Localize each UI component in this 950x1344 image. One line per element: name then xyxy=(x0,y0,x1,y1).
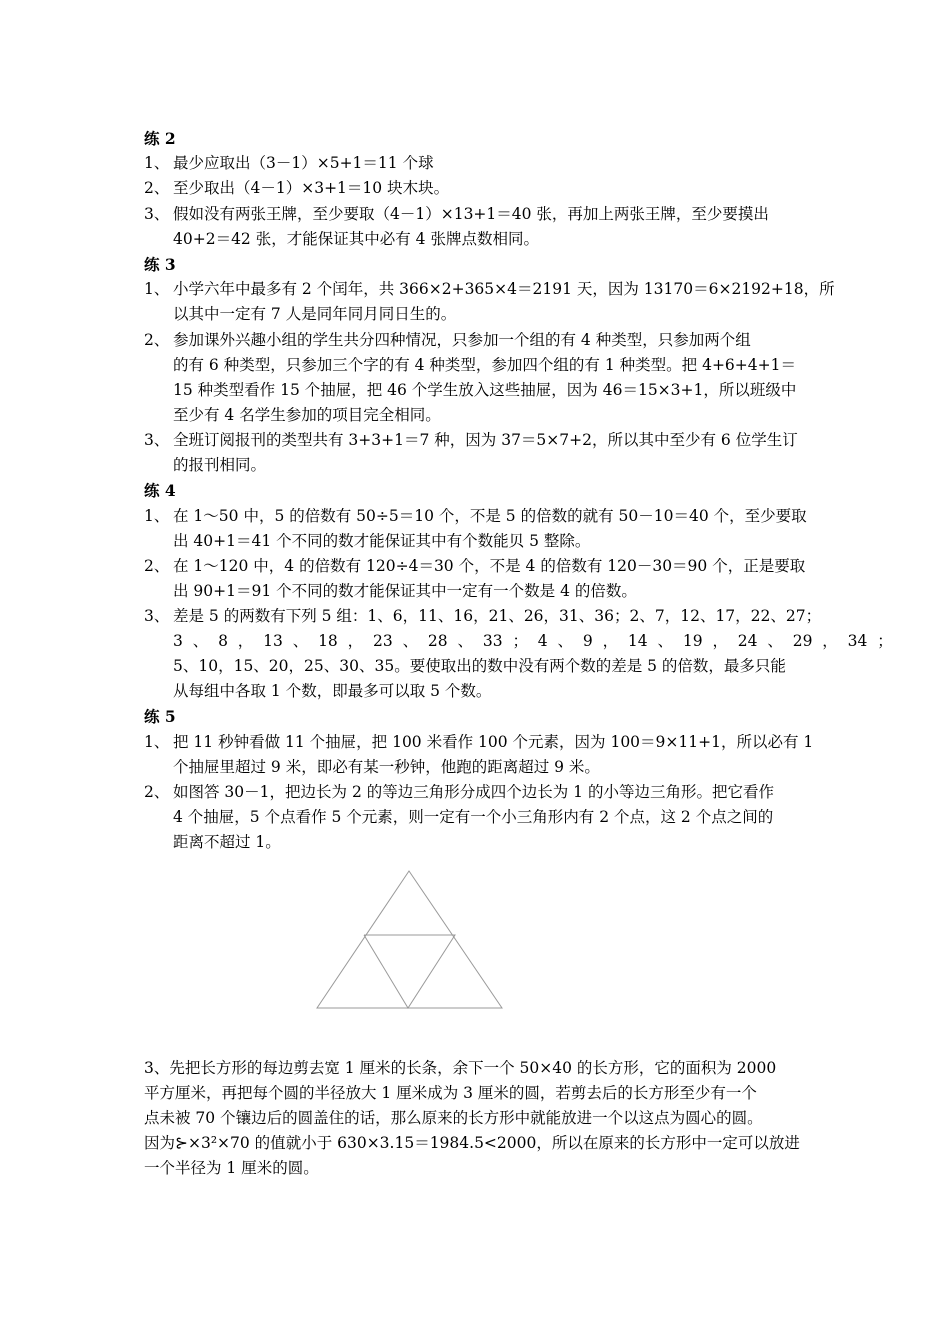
item-text: 在 1～120 中，4 的倍数有 120÷4＝30 个，不是 4 的倍数有 120－30＝90 个，正是要取 xyxy=(173,557,806,575)
paragraph-line: 平方厘米，再把每个圆的半径放大 1 厘米成为 3 厘米的圆，若剪去后的长方形至少有一个 xyxy=(144,1084,757,1102)
item-number: 2、 xyxy=(144,331,170,349)
item-text-continued: 从每组中各取 1 个数，即最多可以取 5 个数。 xyxy=(173,682,492,700)
section-title-4: 练 4 xyxy=(144,481,176,500)
item-number: 2、 xyxy=(144,179,170,197)
inner-triangle xyxy=(364,935,455,1008)
section-title-2: 练 2 xyxy=(144,129,176,148)
item-number: 1、 xyxy=(144,280,170,298)
section-title-3: 练 3 xyxy=(144,255,176,274)
item-text-continued: 个抽屉里超过 9 米，即必有某一秒钟，他跑的距离超过 9 米。 xyxy=(173,758,600,776)
item-text-continued: 出 40+1＝41 个不同的数才能保证其中有个数能贝 5 整除。 xyxy=(173,532,591,550)
paragraph-line: 一个半径为 1 厘米的圆。 xyxy=(144,1159,319,1177)
item-text-continued: 的报刊相同。 xyxy=(173,456,267,474)
section-title-5: 练 5 xyxy=(144,707,176,726)
item-text: 假如没有两张王牌，至少要取（4－1）×13+1＝40 张，再加上两张王牌，至少要摸出 xyxy=(173,205,769,223)
item-text-continued: 距离不超过 1。 xyxy=(173,833,281,851)
item-text-continued: 5、10，15、20，25、30、35。要使取出的数中没有两个数的差是 5 的倍数，最多只能 xyxy=(173,657,786,675)
item-text: 参加课外兴趣小组的学生共分四种情况，只参加一个组的有 4 种类型，只参加两个组 xyxy=(173,331,751,349)
item-number: 2、 xyxy=(144,557,170,575)
item-text-continued: 至少有 4 名学生参加的项目完全相同。 xyxy=(173,406,441,424)
paragraph-line: 点未被 70 个镶边后的圆盖住的话，那么原来的长方形中就能放进一个以这点为圆心的圆。 xyxy=(144,1109,763,1127)
triangle-diagram xyxy=(316,870,504,1010)
item-text-continued: 40+2＝42 张，才能保证其中必有 4 张牌点数相同。 xyxy=(173,230,539,248)
item-number: 1、 xyxy=(144,507,170,525)
outer-triangle xyxy=(317,871,502,1008)
item-text-continued: 15 种类型看作 15 个抽屉，把 46 个学生放入这些抽屉，因为 46＝15×3+1，所以班级中 xyxy=(173,381,797,399)
item-text: 差是 5 的两数有下列 5 组：1、6，11、16，21、26，31、36；2、7，12、17，22、27； xyxy=(173,607,822,625)
item-text: 全班订阅报刊的类型共有 3+3+1＝7 种，因为 37＝5×7+2，所以其中至少有 6 位学生订 xyxy=(173,431,798,449)
item-text: 最少应取出（3－1）×5+1＝11 个球 xyxy=(173,154,434,172)
item-text-continued: 3 、 8 ， 13 、 18 ， 23 、 28 、 33 ； 4 、 9 ， 14 、 19 ， 24 、 29 ， 34 ； xyxy=(173,632,893,650)
item-text-continued: 以其中一定有 7 人是同年同月同日生的。 xyxy=(173,305,457,323)
item-number: 3、 xyxy=(144,205,170,223)
item-text: 如图答 30－1，把边长为 2 的等边三角形分成四个边长为 1 的小等边三角形。把它看作 xyxy=(173,783,774,801)
item-text-continued: 4 个抽屉，5 个点看作 5 个元素，则一定有一个小三角形内有 2 个点，这 2 个点之间的 xyxy=(173,808,774,826)
item-text: 小学六年中最多有 2 个闰年，共 366×2+365×4＝2191 天，因为 13170＝6×2192+18，所 xyxy=(173,280,835,298)
item-number: 2、 xyxy=(144,783,170,801)
item-text: 在 1～50 中，5 的倍数有 50÷5＝10 个，不是 5 的倍数的就有 50－10＝40 个，至少要取 xyxy=(173,507,807,525)
item-text-continued: 出 90+1＝91 个不同的数才能保证其中一定有一个数是 4 的倍数。 xyxy=(173,582,637,600)
item-text-continued: 的有 6 种类型，只参加三个字的有 4 种类型，参加四个组的有 1 种类型。把 4+6+4+1＝ xyxy=(173,356,796,374)
item-number: 3、 xyxy=(144,431,170,449)
item-number: 1、 xyxy=(144,154,170,172)
item-text: 把 11 秒钟看做 11 个抽屉，把 100 米看作 100 个元素，因为 100＝9×11+1，所以必有 1 xyxy=(173,733,814,751)
paragraph-line: 因为⊱×3²×70 的值就小于 630×3.15＝1984.5<2000，所以在原来的长方形中一定可以放进 xyxy=(144,1134,800,1152)
paragraph-line: 3、先把长方形的每边剪去宽 1 厘米的长条，余下一个 50×40 的长方形，它的面积为 2000 xyxy=(144,1059,777,1077)
item-number: 3、 xyxy=(144,607,170,625)
item-text: 至少取出（4－1）×3+1＝10 块木块。 xyxy=(173,179,450,197)
item-number: 1、 xyxy=(144,733,170,751)
